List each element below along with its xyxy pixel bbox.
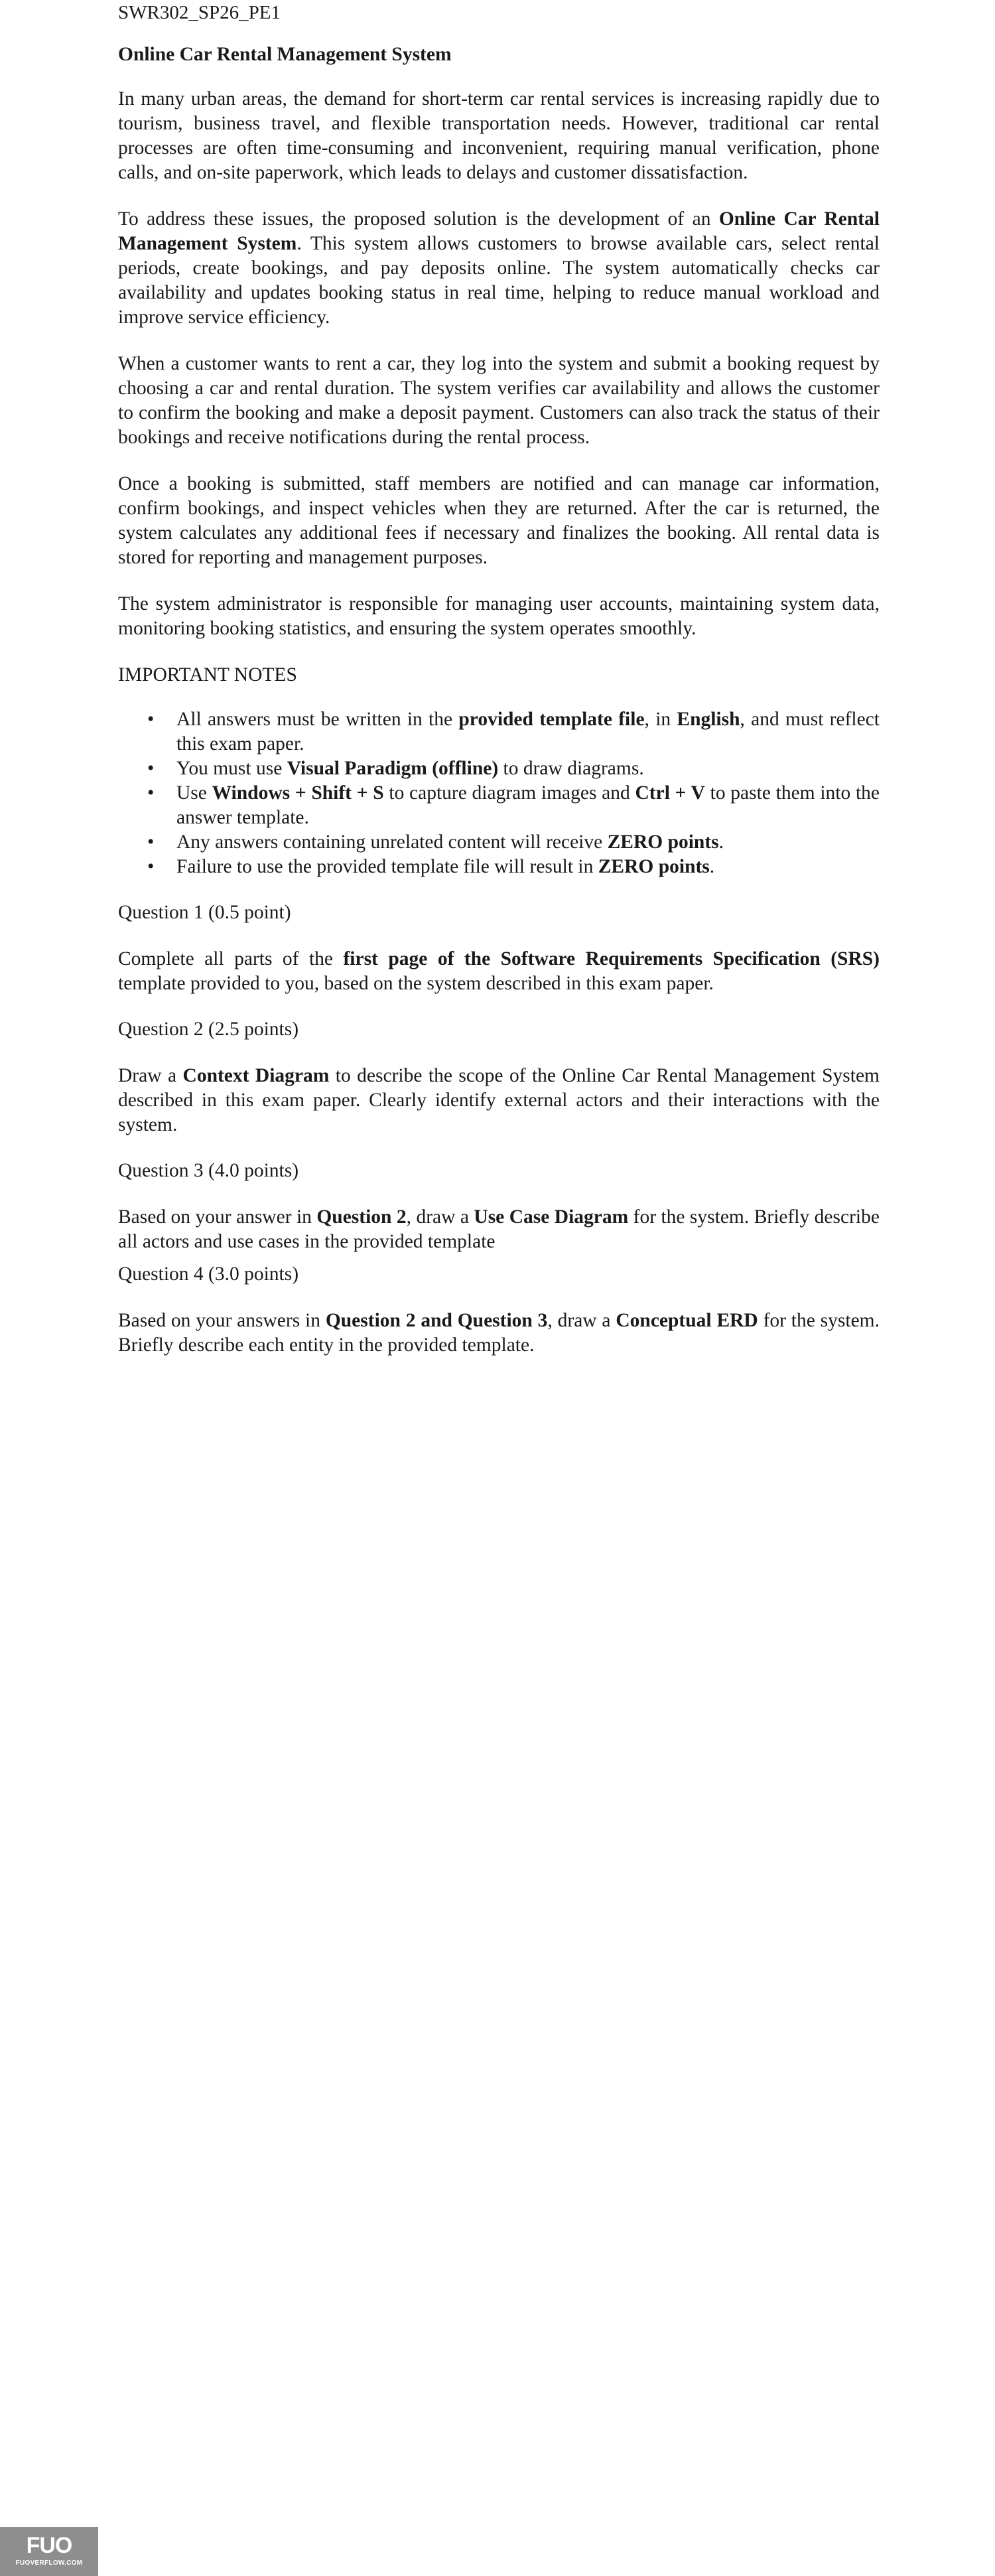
question-1-body bbox=[118, 947, 880, 996]
note-text: All answers must be written in the bbox=[176, 709, 459, 730]
question-text: Draw a bbox=[118, 1065, 183, 1086]
note-item bbox=[176, 756, 880, 781]
note-emphasis: ZERO points bbox=[607, 831, 719, 853]
admin-text: The system administrator is responsible for managing user accounts, maintaining system data, monitoring booking statistics, and ensuring the system operates smoothly. bbox=[118, 593, 880, 639]
note-text: to draw diagrams. bbox=[498, 758, 644, 779]
note-emphasis: provided template file bbox=[458, 709, 645, 730]
admin-paragraph bbox=[118, 592, 880, 641]
note-item bbox=[176, 855, 880, 879]
exam-code-header: SWR302_SP26_PE1 bbox=[118, 2, 281, 23]
question-text: Complete all parts of the bbox=[118, 948, 344, 969]
question-text: to describe the scope of the Online Car Rental Management System described in this exam paper. Clearly identify external actors and their interactions with the system. bbox=[118, 1065, 880, 1135]
system-name-emphasis: Online Car Rental Management System bbox=[118, 208, 880, 254]
question-3-heading: Question 3 (4.0 points) bbox=[118, 1160, 299, 1181]
question-4-body bbox=[118, 1309, 880, 1358]
note-text: . bbox=[709, 856, 715, 877]
important-notes-list bbox=[118, 707, 880, 879]
question-text: for the system. Briefly describe all actors and use cases in the provided template bbox=[118, 1206, 880, 1252]
question-emphasis: Question 2 and Question 3 bbox=[325, 1310, 548, 1331]
fuoverflow-watermark-logo bbox=[0, 2527, 98, 2576]
staff-flow-text: Once a booking is submitted, staff members are notified and can manage car information, confirm bookings, and inspect vehicles when they are returned. After the car is returned, the system calculates any additional fees if necessary and finalizes the booking. All rental data is stored for reporting and management purposes. bbox=[118, 473, 880, 568]
intro-text: In many urban areas, the demand for short-term car rental services is increasing rapidly due to tourism, business travel, and flexible transportation needs. However, traditional car rental processes are often time-consuming and inconvenient, requiring manual verification, phone calls, and on-site paperwork, which leads to delays and customer dissatisfaction. bbox=[118, 88, 880, 183]
note-emphasis: Windows + Shift + S bbox=[212, 782, 384, 804]
note-emphasis: Ctrl + V bbox=[635, 782, 705, 804]
question-emphasis: first page of the Software Requirements Specification (SRS) bbox=[343, 948, 880, 969]
note-emphasis: English bbox=[677, 709, 740, 730]
note-text: to capture diagram images and bbox=[383, 782, 635, 804]
question-text: Based on your answers in bbox=[118, 1310, 326, 1331]
note-emphasis: Visual Paradigm (offline) bbox=[287, 758, 499, 779]
question-emphasis: Context Diagram bbox=[182, 1065, 330, 1086]
question-emphasis: Conceptual ERD bbox=[616, 1310, 758, 1331]
note-item bbox=[176, 830, 880, 855]
question-text: for the system. Briefly describe each entity in the provided template. bbox=[118, 1310, 880, 1356]
note-item bbox=[176, 781, 880, 830]
question-text: , draw a bbox=[406, 1206, 474, 1228]
question-text: Based on your answer in bbox=[118, 1206, 317, 1228]
question-emphasis: Use Case Diagram bbox=[474, 1206, 629, 1228]
solution-text-1: To address these issues, the proposed solution is the development of an bbox=[118, 208, 719, 230]
question-text: , draw a bbox=[547, 1310, 616, 1331]
note-text: to paste them into the answer template. bbox=[176, 782, 880, 828]
note-text: . bbox=[718, 831, 724, 853]
question-1-heading: Question 1 (0.5 point) bbox=[118, 902, 291, 923]
question-2-body bbox=[118, 1064, 880, 1137]
solution-paragraph bbox=[118, 207, 880, 330]
note-text: You must use bbox=[176, 758, 287, 779]
customer-flow-text: When a customer wants to rent a car, they log into the system and submit a booking request by choosing a car and rental duration. The system verifies car availability and allows the customer to confirm the booking and make a deposit payment. Customers can also track the status of their bookings and receive notifications during the rental process. bbox=[118, 353, 880, 448]
note-text: , and must reflect this exam paper. bbox=[176, 709, 880, 754]
important-notes-heading: IMPORTANT NOTES bbox=[118, 664, 297, 685]
solution-text-2: . This system allows customers to browse available cars, select rental periods, create bookings, and pay deposits online. The system automatically checks car availability and updates booking status in real time, helping to reduce manual workload and improve service efficiency. bbox=[118, 233, 880, 328]
document-title: Online Car Rental Management System bbox=[118, 44, 452, 65]
question-text: template provided to you, based on the system described in this exam paper. bbox=[118, 973, 714, 994]
note-text: Any answers containing unrelated content will receive bbox=[176, 831, 608, 853]
question-emphasis: Question 2 bbox=[316, 1206, 407, 1228]
customer-flow-paragraph bbox=[118, 352, 880, 450]
question-4-heading: Question 4 (3.0 points) bbox=[118, 1263, 299, 1285]
watermark-mark: FUO bbox=[26, 2533, 72, 2558]
note-item bbox=[176, 707, 880, 756]
note-text: Use bbox=[176, 782, 212, 804]
question-3-body bbox=[118, 1205, 880, 1254]
staff-flow-paragraph bbox=[118, 472, 880, 570]
intro-paragraph bbox=[118, 87, 880, 185]
note-text: , in bbox=[644, 709, 677, 730]
note-text: Failure to use the provided template file will result in bbox=[176, 856, 598, 877]
note-emphasis: ZERO points bbox=[598, 856, 710, 877]
watermark-site: FUOVERFLOW.COM bbox=[15, 2559, 83, 2567]
question-2-heading: Question 2 (2.5 points) bbox=[118, 1019, 299, 1040]
exam-page bbox=[118, 0, 880, 1358]
